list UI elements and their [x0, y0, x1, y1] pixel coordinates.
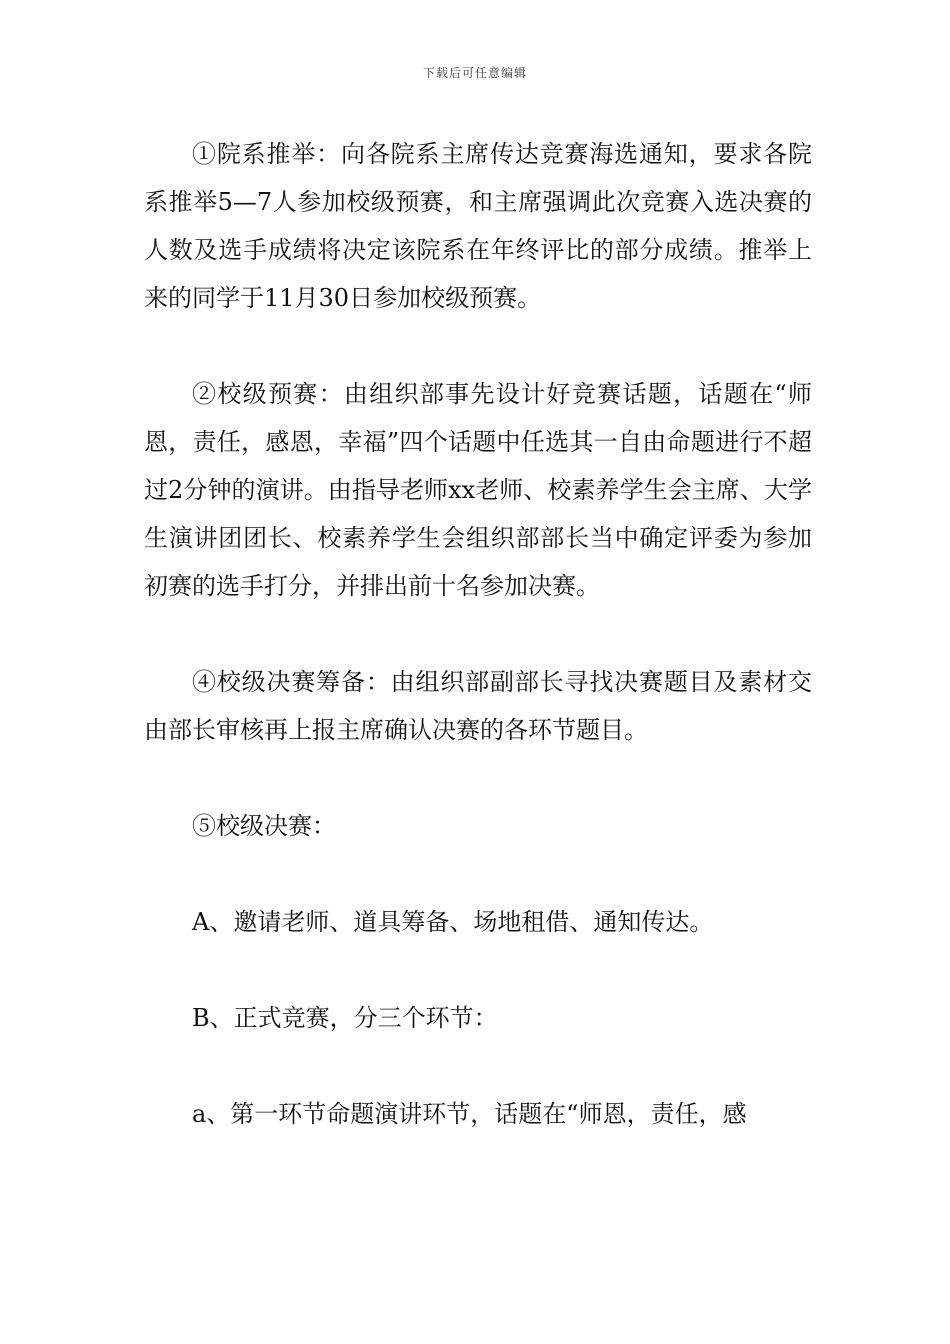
paragraph-item-b: B、正式竞赛，分三个环节： — [192, 1004, 498, 1032]
paragraph-final-preparation: ④校级决赛筹备：由组织部副部长寻找决赛题目及素材交由部长审核再上报主席确认决赛的各环节题目。 — [144, 668, 812, 744]
paragraph-sub-item-a: a、第一环节命题演讲环节，话题在“师恩，责任，感 — [192, 1100, 747, 1128]
document-body — [144, 130, 812, 1186]
paragraph-item-a: A、邀请老师、道具筹备、场地租借、通知传达。 — [192, 908, 714, 936]
paragraph-school-final: ⑤校级决赛： — [192, 812, 336, 840]
paragraph-school-preliminary: ②校级预赛：由组织部事先设计好竞赛话题，话题在“师恩，责任，感恩，幸福”四个话题中任选其一自由命题进行不超过2分钟的演讲。由指导老师xx老师、校素养学生会主席、大学生演讲团团长、校素养学生会组织部部长当中确定评委为参加初赛的选手打分，并排出前十名参加决赛。 — [144, 380, 812, 600]
paragraph-college-nomination: ①院系推举：向各院系主席传达竞赛海选通知，要求各院系推举5—7人参加校级预赛，和主席强调此次竞赛入选决赛的人数及选手成绩将决定该院系在年终评比的部分成绩。推举上来的同学于11月30日参加校级预赛。 — [144, 140, 812, 312]
page-header: 下载后可任意编辑 — [422, 66, 527, 80]
